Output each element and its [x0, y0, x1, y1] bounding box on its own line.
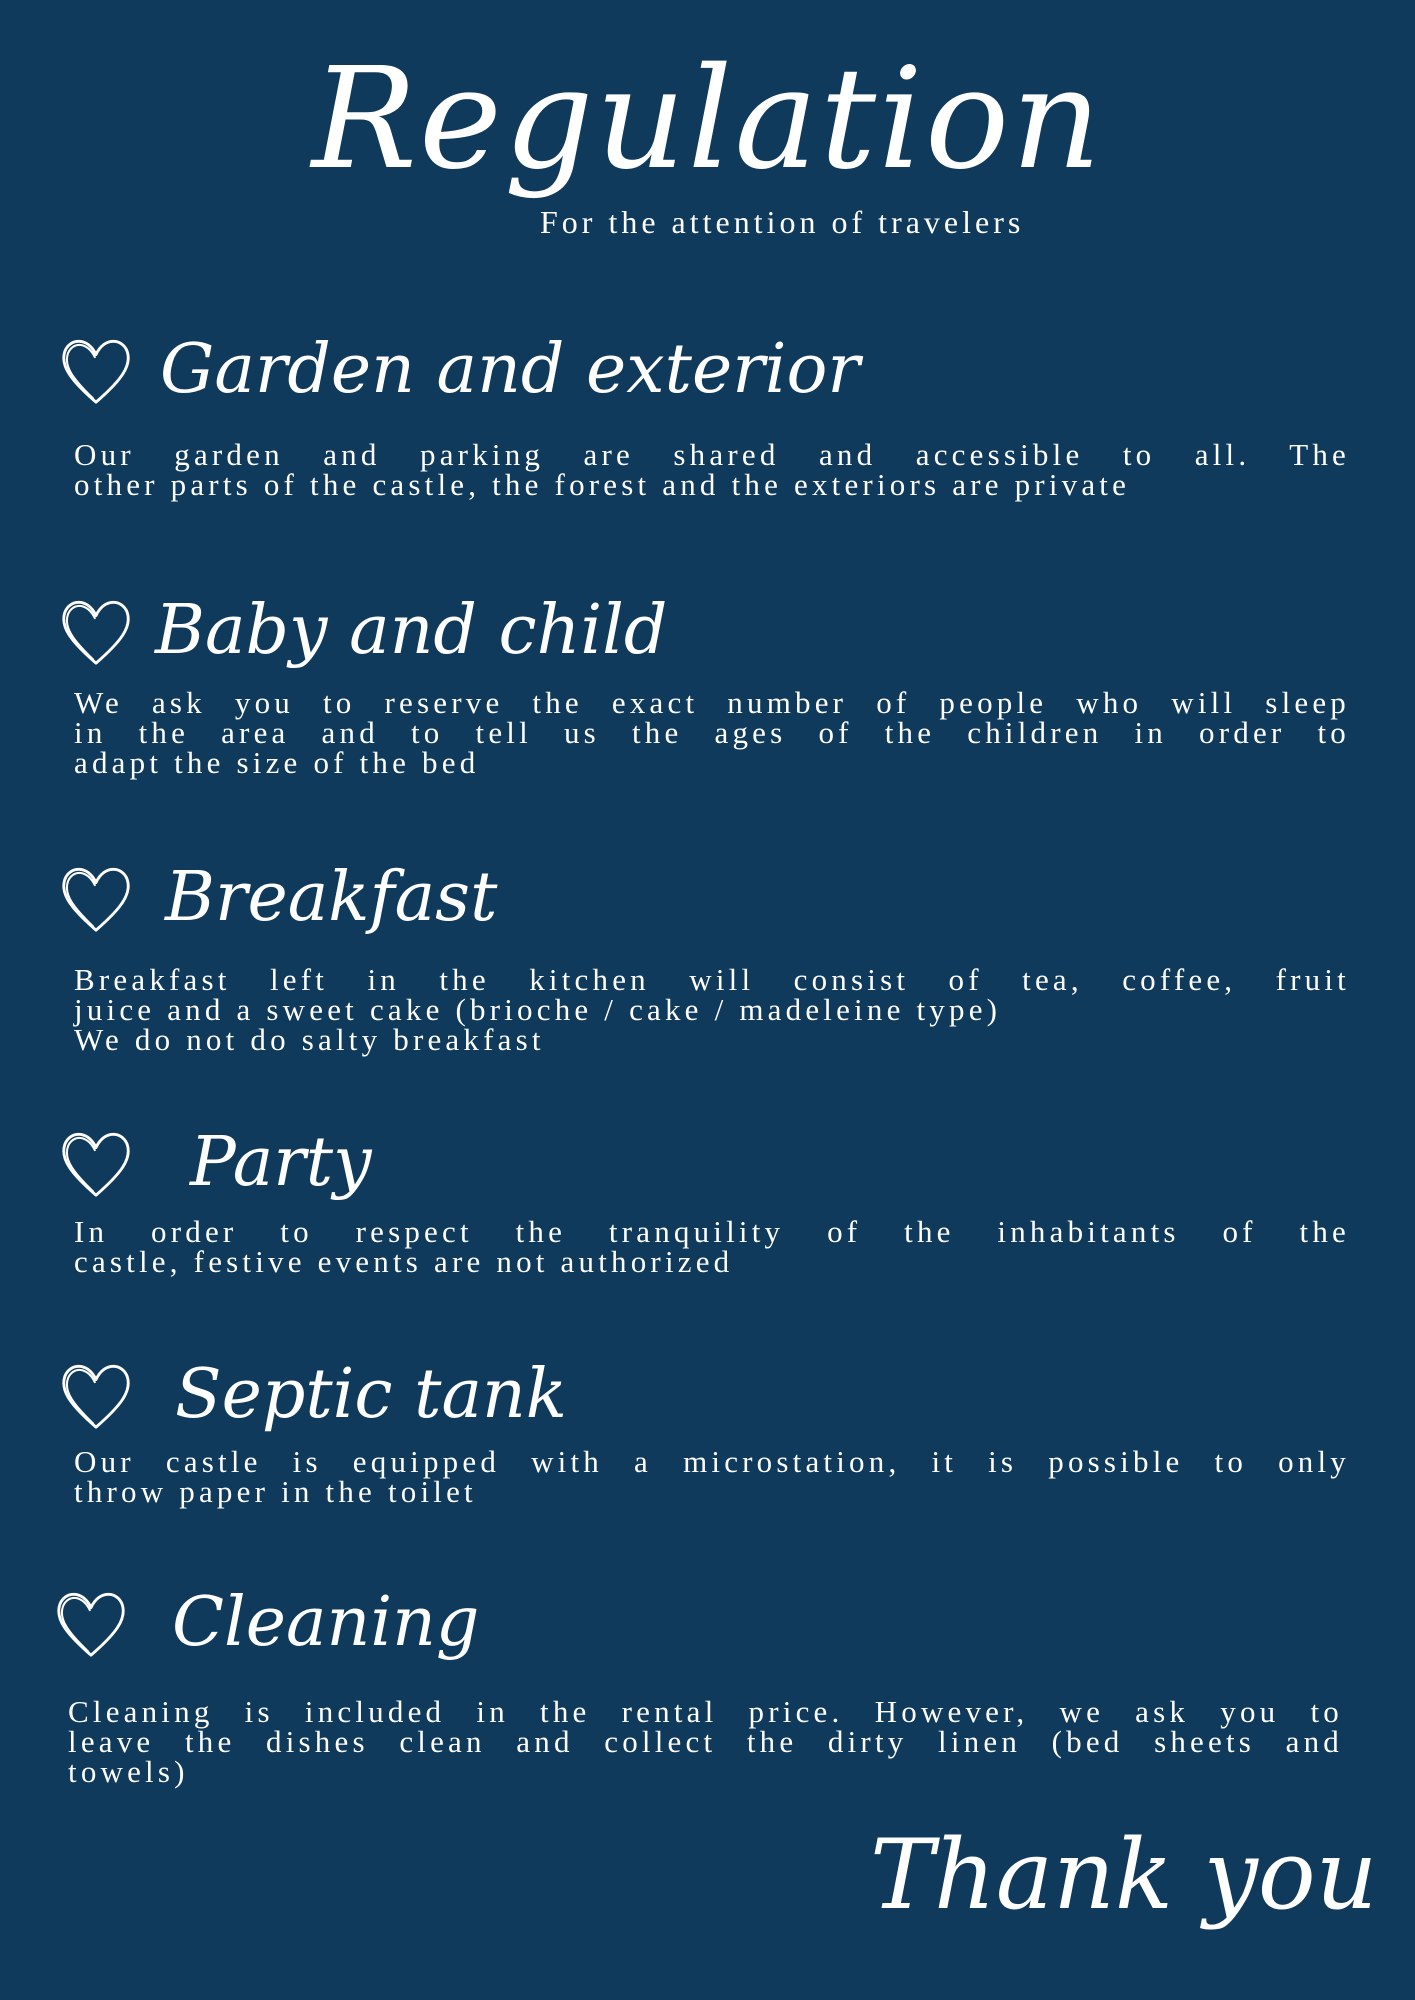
section-body — [74, 962, 1350, 1057]
section-header — [55, 1115, 1355, 1215]
section-title: Party — [190, 1123, 372, 1202]
section-title: Baby and child — [155, 591, 668, 670]
heart-outline-icon — [55, 858, 137, 940]
section-body — [74, 1444, 1350, 1509]
section-body — [74, 437, 1350, 502]
section-title: Garden and exterior — [160, 330, 860, 409]
heart-outline-icon — [55, 1123, 137, 1205]
section-body — [74, 685, 1350, 780]
section-body — [74, 1214, 1350, 1279]
section-body-line: towels) — [68, 1754, 189, 1789]
heart-outline-icon — [55, 1355, 137, 1437]
section-body-line: Our castle is equipped with a microstation, it is possible to only — [74, 1444, 1350, 1479]
section-body-line: leave the dishes clean and collect the dirty linen (bed sheets and — [68, 1724, 1343, 1759]
section-body-line: in the area and to tell us the ages of the children in order to — [74, 715, 1350, 750]
section-header — [55, 322, 1355, 422]
section-body-line: We ask you to reserve the exact number of people who will sleep — [74, 685, 1350, 720]
section-title: Breakfast — [165, 858, 498, 937]
section-body — [68, 1694, 1343, 1789]
heart-outline-icon — [50, 1583, 132, 1665]
section-body-line: other parts of the castle, the forest and the exteriors are private — [74, 467, 1131, 502]
heart-outline-icon — [55, 330, 137, 412]
section-title: Septic tank — [175, 1355, 567, 1434]
page-subtitle: For the attention of travelers — [540, 204, 1025, 240]
section-body-line: castle, festive events are not authorized — [74, 1244, 734, 1279]
section-title: Cleaning — [172, 1583, 480, 1662]
section-body-line: Cleaning is included in the rental price. However, we ask you to — [68, 1694, 1343, 1729]
section-body-line: In order to respect the tranquility of the inhabitants of the — [74, 1214, 1350, 1249]
section-body-line: adapt the size of the bed — [74, 745, 480, 780]
section-header — [55, 1347, 1355, 1447]
closing-thank-you: Thank you — [870, 1819, 1378, 1931]
section-body-line: We do not do salty breakfast — [74, 1022, 545, 1057]
section-header — [50, 1575, 1350, 1675]
section-body-line: juice and a sweet cake (brioche / cake / madeleine type) — [74, 992, 1002, 1027]
page-title: Regulation — [311, 38, 1104, 201]
section-header — [55, 850, 1355, 950]
section-body-line: Our garden and parking are shared and accessible to all. The — [74, 437, 1350, 472]
section-header — [55, 583, 1355, 683]
section-body-line: Breakfast left in the kitchen will consist of tea, coffee, fruit — [74, 962, 1350, 997]
heart-outline-icon — [55, 591, 137, 673]
section-body-line: throw paper in the toilet — [74, 1474, 477, 1509]
